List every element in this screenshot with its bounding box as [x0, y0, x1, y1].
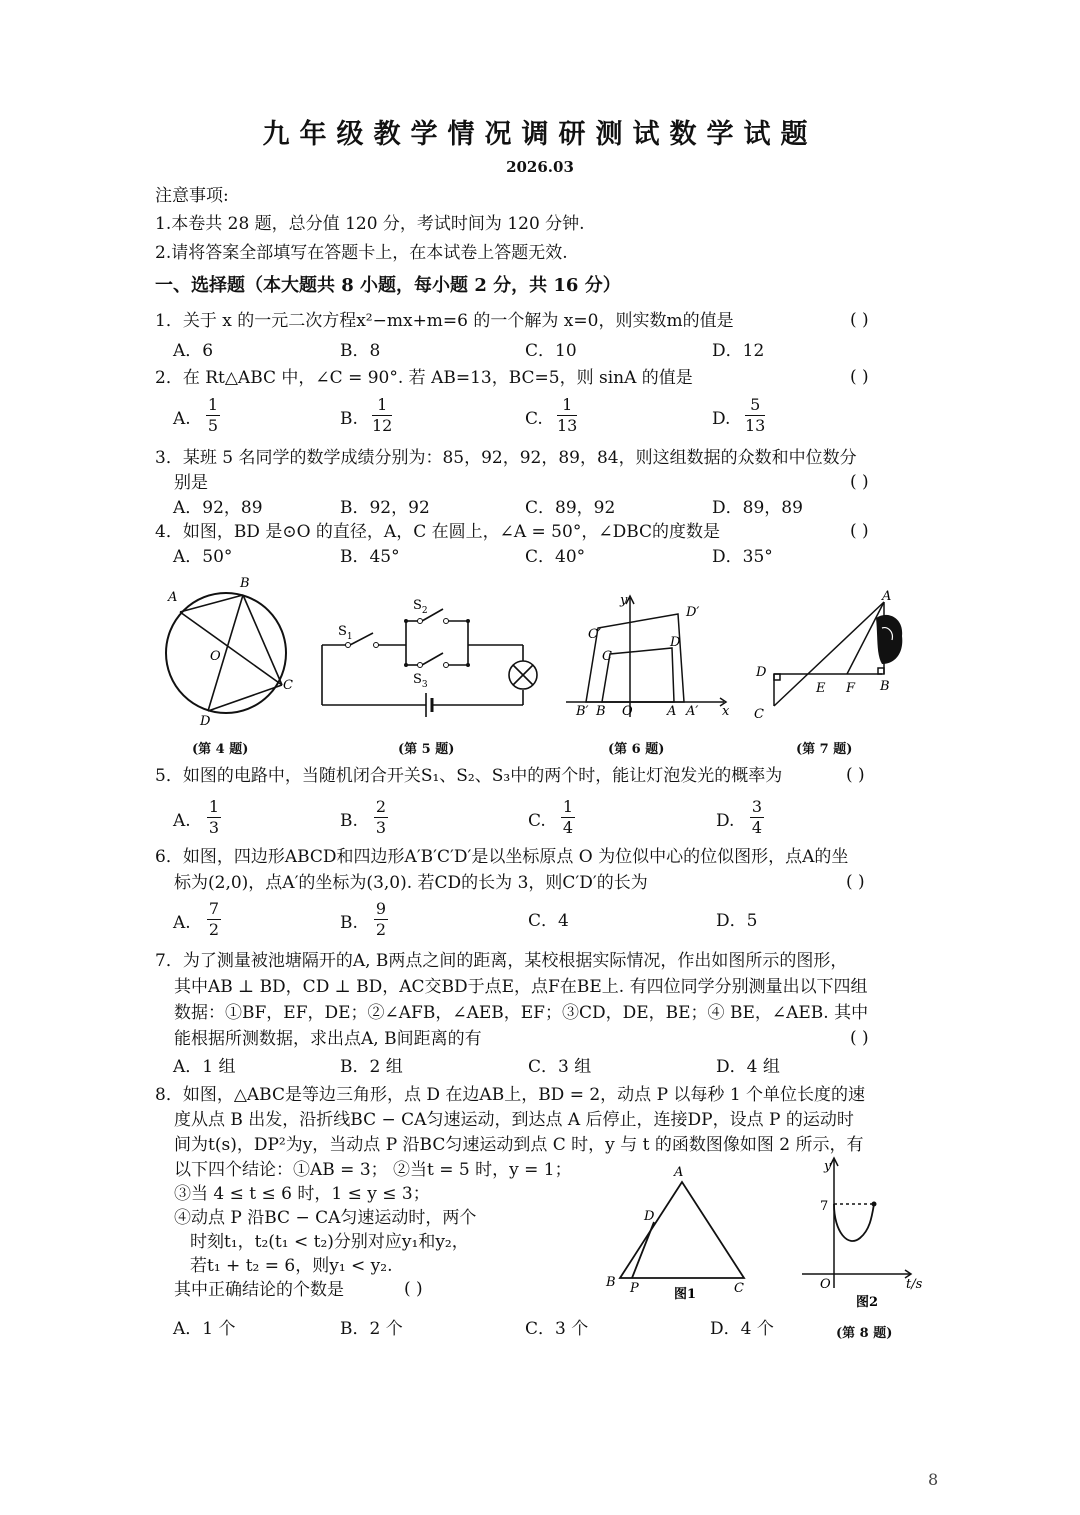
q1-option-d: D．12	[712, 341, 765, 361]
label-d: D	[200, 714, 211, 729]
q3-answer-paren: ( )	[850, 472, 869, 492]
q8-option-c: C．3 个	[525, 1319, 589, 1339]
label-d2: D′	[686, 605, 700, 620]
q6-stem-line-2: 标为(2,0)，点A′的坐标为(3,0). 若CD的长为 3，则C′D′的长为	[174, 873, 648, 893]
segment-dp	[632, 1222, 654, 1278]
q5-option-d: D.	[716, 811, 735, 831]
q3-option-d: D．89，89	[712, 498, 803, 518]
q1-option-a: A．6	[173, 341, 214, 361]
q3-option-a: A．92，89	[173, 498, 263, 518]
q7-stem-line-3: 数据：①BF，EF，DE；②∠AFB，∠AEB，EF；③CD，DE，BE；④ BE，∠AEB. 其中	[174, 1003, 869, 1023]
q4-option-a: A．50°	[173, 547, 233, 567]
q2-option-d-fraction: 5 13	[745, 395, 766, 435]
q8-stem-line-6: ④动点 P 沿BC − CA匀速运动时，两个	[174, 1208, 477, 1228]
segment-ab	[180, 595, 243, 612]
q5-option-c: C.	[528, 811, 546, 831]
switch-s3-contact	[418, 663, 423, 668]
label-p: P	[630, 1281, 639, 1296]
label-b: B	[880, 679, 890, 694]
label-c: C	[283, 678, 293, 693]
section-1-title: 一、选择题（本大题共 8 小题，每小题 2 分，共 16 分）	[155, 275, 621, 296]
switch-s1-contact	[346, 643, 351, 648]
q6-option-a-fraction: 7 2	[208, 899, 220, 939]
q8-stem-line-7: 时刻t₁，t₂(t₁ < t₂)分别对应y₁和y₂，	[190, 1232, 469, 1252]
q1-answer-paren: ( )	[850, 310, 869, 330]
label-b: B	[596, 704, 606, 719]
label-o: O	[820, 1277, 831, 1292]
label-a: A	[168, 590, 178, 605]
graph-curve	[834, 1204, 874, 1241]
figure-q8-triangle	[602, 1160, 752, 1300]
exam-date: 2026.03	[506, 158, 574, 176]
q6-option-c: C．4	[528, 911, 569, 931]
q1-stem: 1．关于 x 的一元二次方程x²−mx+m=6 的一个解为 x=0，则实数m的值是	[155, 311, 734, 331]
q7-stem-line-4: 能根据所测数据，求出点A, B间距离的有	[174, 1029, 482, 1049]
q2-option-c-fraction: 1 13	[557, 395, 578, 435]
q3-option-b: B．92，92	[340, 498, 430, 518]
q2-option-b: B.	[340, 409, 358, 429]
label-a: A	[674, 1165, 684, 1180]
figure-q5-circuit	[318, 595, 548, 720]
label-d: D	[670, 635, 681, 650]
q8-stem-line-9: 其中正确结论的个数是	[174, 1280, 344, 1300]
label-x: x	[722, 704, 730, 719]
q4-option-d: D．35°	[712, 547, 773, 567]
q2-option-a: A.	[173, 409, 191, 429]
caption-q8: (第 8 题)	[836, 1326, 893, 1341]
q2-option-a-fraction: 1 5	[207, 395, 219, 435]
q3-option-c: C．89，92	[525, 498, 616, 518]
q6-stem-line-1: 6．如图，四边形ABCD和四边形A′B′C′D′是以坐标原点 O 为位似中心的位似图形，点A的坐	[155, 847, 849, 867]
q2-option-c: C.	[525, 409, 543, 429]
q1-option-c: C．10	[525, 341, 577, 361]
label-y: y	[620, 593, 628, 608]
label-c: C	[602, 649, 612, 664]
q2-stem: 2．在 Rt△ABC 中，∠C = 90°. 若 AB=13，BC=5，则 sinA 的值是	[155, 368, 693, 388]
q7-option-a: A．1 组	[173, 1057, 236, 1077]
pond-shape	[876, 615, 902, 664]
q6-option-d: D．5	[716, 911, 758, 931]
figure-q8-graph	[798, 1152, 928, 1310]
q8-answer-paren: ( )	[404, 1279, 423, 1299]
label-s1: $S_1$	[338, 624, 353, 642]
q8-stem-line-1: 8．如图，△ABC是等边三角形，点 D 在边AB上，BD = 2，动点 P 以每秒 1 个单位长度的速	[155, 1085, 866, 1105]
q2-answer-paren: ( )	[850, 367, 869, 387]
label-seven: 7	[820, 1199, 829, 1214]
label-a: A	[667, 704, 677, 719]
q6-answer-paren: ( )	[846, 872, 865, 892]
q6-option-a: A.	[173, 913, 191, 933]
q8-option-b: B．2 个	[340, 1319, 403, 1339]
q5-option-a-fraction: 1 3	[208, 797, 220, 837]
label-o: O	[210, 649, 221, 664]
notice-line-1: 1.本卷共 28 题，总分值 120 分，考试时间为 120 分钟.	[155, 214, 585, 234]
q8-stem-line-5: ③当 4 ≤ t ≤ 6 时，1 ≤ y ≤ 3；	[174, 1184, 430, 1204]
figure-q6-similar-figures	[566, 592, 736, 722]
label-d: D	[644, 1209, 655, 1224]
q5-option-b-fraction: 2 3	[375, 797, 387, 837]
label-y: y	[824, 1159, 832, 1174]
q1-option-b: B．8	[340, 341, 381, 361]
label-c: C	[754, 707, 764, 722]
q8-stem-line-4: 以下四个结论：①AB = 3； ②当t = 5 时，y = 1；	[174, 1160, 572, 1180]
q3-stem-line-1: 3．某班 5 名同学的数学成绩分别为：85，92，92，89，84，则这组数据的众数和中位数分	[155, 448, 857, 468]
q8-option-a: A．1 个	[173, 1319, 236, 1339]
q4-answer-paren: ( )	[850, 521, 869, 541]
q8-stem-line-8: 若t₁ + t₂ = 6，则y₁ < y₂.	[190, 1256, 393, 1276]
switch-s2-contact	[418, 619, 423, 624]
caption-q5: (第 5 题)	[398, 742, 455, 757]
q5-option-d-fraction: 3 4	[751, 797, 763, 837]
label-s3: $S_3$	[413, 672, 428, 690]
label-e: E	[816, 681, 826, 696]
figure-q4-circle	[160, 575, 300, 729]
notice-line-2: 2.请将答案全部填写在答题卡上，在本试卷上答题无效.	[155, 243, 568, 263]
notice-heading: 注意事项:	[155, 186, 229, 206]
label-c: C	[734, 1281, 744, 1296]
q5-option-b: B.	[340, 811, 358, 831]
q4-option-c: C．40°	[525, 547, 586, 567]
q7-answer-paren: ( )	[850, 1028, 869, 1048]
segment-dc	[208, 685, 282, 711]
label-a: A	[882, 589, 892, 604]
caption-q7: (第 7 题)	[796, 742, 853, 757]
q8-stem-line-2: 度从点 B 出发，沿折线BC − CA匀速运动，到达点 A 后停止，连接DP，设点 P 的运动时	[174, 1110, 854, 1130]
label-o: O	[622, 704, 633, 719]
graph-endpoint	[872, 1202, 877, 1207]
label-d: D	[756, 665, 767, 680]
segment-ac	[774, 602, 884, 706]
q8-stem-line-3: 间为t(s)，DP²为y，当动点 P 沿BC匀速运动到点 C 时，y 与 t 的函数图像如图 2 所示，有	[174, 1135, 864, 1155]
q5-option-a: A.	[173, 811, 191, 831]
q5-answer-paren: ( )	[846, 765, 865, 785]
quadrilateral-abcd	[602, 648, 674, 702]
q7-stem-line-1: 7．为了测量被池塘隔开的A, B两点之间的距离，某校根据实际情况，作出如图所示的图形，	[155, 951, 848, 971]
page-number: 8	[928, 1470, 939, 1489]
q5-option-c-fraction: 1 4	[562, 797, 574, 837]
caption-q6: (第 6 题)	[608, 742, 665, 757]
q7-stem-line-2: 其中AB ⊥ BD，CD ⊥ BD，AC交BD于点E，点F在BE上. 有四位同学分别测量出以下四组	[174, 977, 868, 997]
figure-q7-pond	[752, 588, 922, 723]
fig1-caption: 图1	[674, 1287, 697, 1302]
label-s2: $S_2$	[413, 598, 428, 616]
label-b: B	[606, 1275, 616, 1290]
label-t: t/s	[906, 1277, 923, 1292]
label-a2: A′	[686, 704, 699, 719]
q2-option-d: D.	[712, 409, 731, 429]
label-b2: B′	[576, 704, 589, 719]
q2-option-b-fraction: 1 12	[372, 395, 393, 435]
q7-option-b: B．2 组	[340, 1057, 403, 1077]
fig2-caption: 图2	[856, 1295, 879, 1310]
q6-option-b-fraction: 9 2	[375, 899, 387, 939]
caption-q4: (第 4 题)	[192, 742, 249, 757]
q4-stem: 4．如图，BD 是⊙O 的直径，A，C 在圆上，∠A = 50°，∠DBC的度数是	[155, 522, 721, 542]
q6-option-b: B.	[340, 913, 358, 933]
label-b: B	[240, 576, 250, 591]
exam-title: 九年级教学情况调研测试数学试题	[262, 119, 818, 150]
q7-option-d: D．4 组	[716, 1057, 780, 1077]
label-c2: C′	[588, 627, 601, 642]
q5-stem: 5．如图的电路中，当随机闭合开关S₁、S₂、S₃中的两个时，能让灯泡发光的概率为	[155, 766, 783, 786]
q3-stem-line-2: 别是	[174, 473, 208, 493]
q7-option-c: C．3 组	[528, 1057, 592, 1077]
q4-option-b: B．45°	[340, 547, 400, 567]
label-f: F	[846, 681, 856, 696]
q8-option-d: D．4 个	[710, 1319, 774, 1339]
